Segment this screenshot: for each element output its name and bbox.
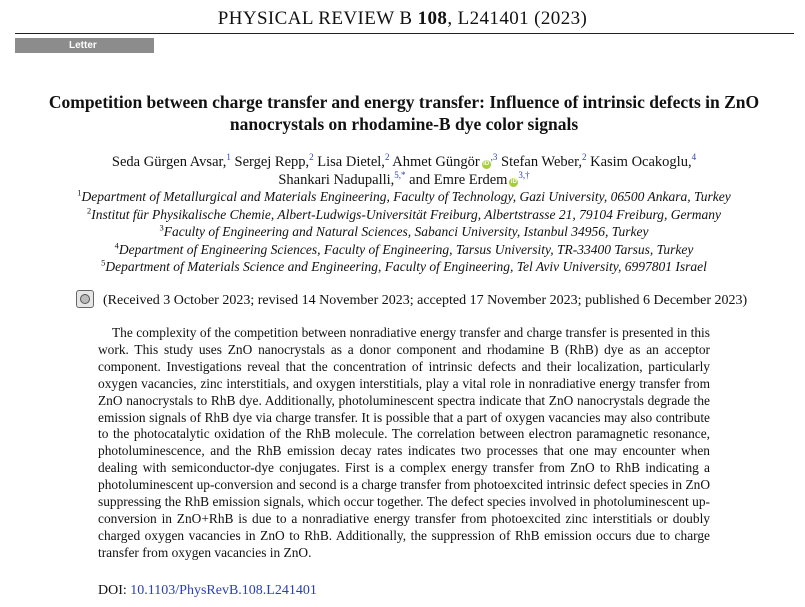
author-affiliation-ref[interactable]: 2 <box>309 152 314 163</box>
article-type-badge: Letter <box>15 38 154 53</box>
author-affiliation-ref[interactable]: 2 <box>384 152 390 163</box>
journal-volume: 108 <box>417 8 448 29</box>
doi-line <box>98 582 317 600</box>
author-affiliation-ref[interactable]: 1 <box>226 152 231 163</box>
title-line-2: nanocrystals on rhodamine-B dye color signals <box>229 114 579 134</box>
author-line-1 <box>30 153 778 171</box>
orcid-icon[interactable]: iD <box>510 179 517 185</box>
affiliation-number: 4 <box>114 240 119 250</box>
affiliation-item <box>30 258 778 276</box>
affiliation-number: 3 <box>159 222 164 233</box>
article-title <box>20 91 788 135</box>
affiliation-text: Department of Materials Science and Engineering, Faculty of Engineering, Tel Aviv University, 6997801 Israel <box>105 259 707 274</box>
author-name[interactable]: Stefan Weber, <box>501 154 582 170</box>
affiliation-text: Department of Engineering Sciences, Faculty of Engineering, Tarsus University, TR-33400 Tarsus, Turkey <box>118 241 694 257</box>
author-name[interactable]: and Emre Erdem <box>409 172 508 188</box>
author-affiliation-ref[interactable]: 3,† <box>518 170 530 181</box>
publication-history <box>76 290 747 310</box>
affiliation-number: 1 <box>77 187 82 198</box>
affiliation-item <box>30 241 778 259</box>
author-list <box>30 153 778 189</box>
author-name[interactable]: Seda Gürgen Avsar, <box>111 154 227 170</box>
author-name[interactable]: Lisa Dietel, <box>317 154 385 170</box>
journal-header <box>0 8 805 30</box>
affiliation-text: Department of Metallurgical and Materials Engineering, Faculty of Technology, Gazi University, 06500 Ankara, Turkey <box>81 189 731 204</box>
affiliation-item <box>30 188 778 206</box>
author-affiliation-ref[interactable]: ,3 <box>490 152 498 163</box>
affiliation-text: Institut für Physikalische Chemie, Albert-Ludwigs-Universität Freiburg, Albertstrasse 21, 79104 Freiburg, Germany <box>91 206 721 222</box>
author-name[interactable]: Ahmet Güngör <box>392 154 480 170</box>
affiliation-item <box>30 223 778 241</box>
author-line-2 <box>30 171 778 189</box>
check-for-updates-icon[interactable] <box>76 290 94 308</box>
author-name[interactable]: Shankari Nadupalli, <box>278 172 395 188</box>
journal-citation: , L241401 (2023) <box>447 8 588 29</box>
affiliation-text: Faculty of Engineering and Natural Sciences, Sabanci University, Istanbul 34956, Turkey <box>163 224 649 239</box>
author-affiliation-ref[interactable]: 5,* <box>394 170 406 181</box>
author-name[interactable]: Kasim Ocakoglu, <box>590 154 692 170</box>
header-divider <box>15 33 794 34</box>
affiliation-list <box>30 188 778 276</box>
doi-link[interactable]: 10.1103/PhysRevB.108.L241401 <box>130 583 317 598</box>
affiliation-item <box>30 206 778 224</box>
journal-name: PHYSICAL REVIEW B <box>217 8 413 29</box>
author-affiliation-ref[interactable]: 4 <box>691 152 697 163</box>
affiliation-number: 2 <box>87 205 92 215</box>
affiliation-number: 5 <box>101 257 106 268</box>
author-name[interactable]: Sergej Repp, <box>234 154 310 170</box>
doi-label: DOI: <box>98 583 127 598</box>
author-affiliation-ref[interactable]: 2 <box>581 152 587 163</box>
received-dates: (Received 3 October 2023; revised 14 November 2023; accepted 17 November 2023; published 6 December 2023) <box>103 293 748 308</box>
title-line-1: Competition between charge transfer and energy transfer: Influence of intrinsic defects in ZnO <box>48 92 760 112</box>
abstract-text: The complexity of the competition between nonradiative energy transfer and charge transfer is presented in this work. This study uses ZnO nanocrystals as a donor component and rhodamine B (RhB) dye as an acceptor component. Investigations reveal that the concentration of intrinsic defects and their localization, particularly oxygen vacancies, zinc interstitials, and oxygen interstitials, play a vital role in nonradiative energy transfer from ZnO nanocrystals to RhB dye. Additionally, photoluminescent spectra indicate that ZnO nanocrystals degrade the emission signals of RhB dye via charge transfer. It is possible that a part of oxygen vacancies may also contribute to the photocatalytic oxidation of the RhB molecule. The correlation between electron paramagnetic resonance, photoluminescence, and the RhB emission decay rates indicates two processes that one may encounter when dealing with semiconductor-dye conjugates. First is a complex energy transfer from ZnO to RhB indicating a photoluminescent up-conversion and second is a charge transfer from photoexcited intrinsic defect species in ZnO suppressing the RhB emission signals, which occur together. The defect species involved in photoluminescent up-conversion in ZnO+RhB is due to a nonradiative energy transfer from photoexcited zinc interstitials or doubly charged oxygen vacancies in ZnO to RhB. Additionally, the suppression of RhB emission occurs due to charge transfer from oxygen vacancies in ZnO. <box>98 325 710 560</box>
orcid-icon[interactable]: iD <box>483 161 490 167</box>
